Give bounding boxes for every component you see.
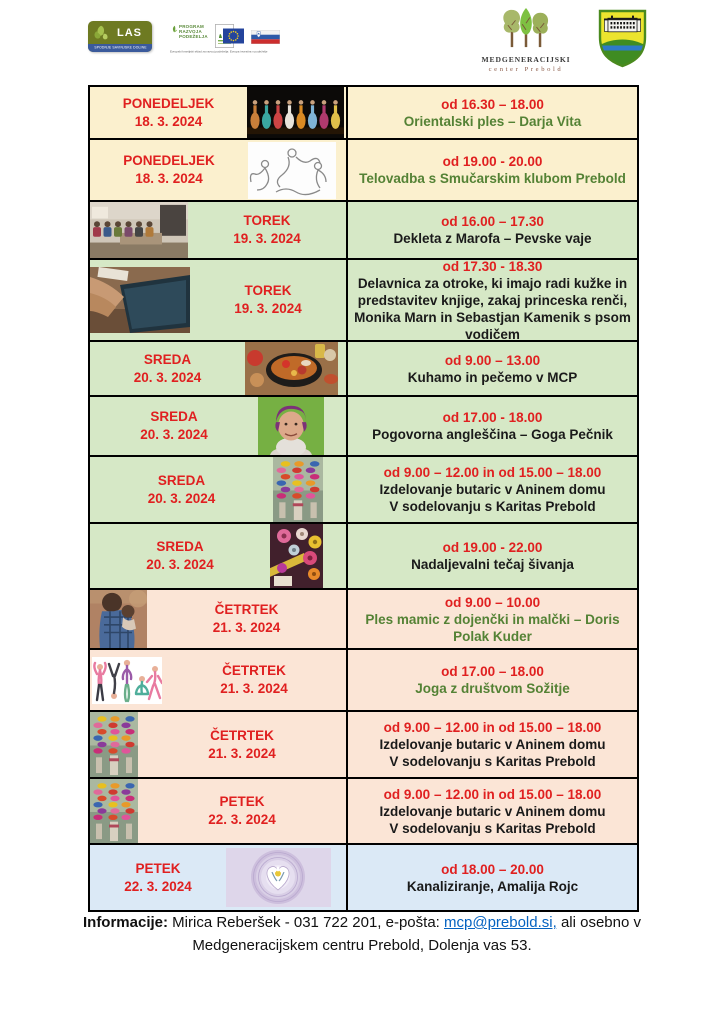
event-description: Izdelovanje butaric v Aninem domu [379,737,606,752]
day-date: 20. 3. 2024 [140,427,208,442]
day-date: 22. 3. 2024 [208,812,276,827]
gymnastics-sketch [248,142,336,199]
prp-caption: Evropski kmetijski sklad za razvoj podeželja: Evropa investira v podeželje [170,50,268,54]
day-date: 19. 3. 2024 [234,301,302,316]
day-name: ČETRTEK [222,663,286,678]
day-label [90,95,247,131]
cooking-photo [245,342,338,395]
event-description: Izdelovanje butaric v Aninem domu [379,482,606,497]
day-name: PETEK [219,794,265,809]
event-cell [348,87,637,138]
event-description: V sodelovanju s Karitas Prebold [389,499,596,514]
schedule-row [90,457,637,524]
slovenia-flag-icon [251,30,280,44]
day-name: SREDA [157,472,206,488]
event-time: od 9.00 – 12.00 in od 15.00 – 18.00 [383,465,602,480]
las-logo [88,21,152,52]
event-cell [348,712,637,777]
day-cell [90,140,348,200]
las-label: LAS [117,26,142,39]
event-cell [348,845,637,910]
event-description: Orientalski ples – Darja Vita [403,113,582,129]
day-name: TOREK [243,213,291,228]
schedule-row [90,845,637,910]
mcp-subtitle: center Prebold [488,66,564,73]
day-cell [90,590,348,648]
day-cell [90,779,348,843]
event-description: Nadaljevalni tečaj šivanja [411,557,574,572]
day-name: PETEK [135,860,181,876]
day-date: 21. 3. 2024 [220,681,288,696]
day-label [90,538,270,574]
schedule-row [90,342,637,397]
event-cell [348,260,637,340]
day-label [90,472,273,508]
day-name: SREDA [143,351,192,367]
oriental-dance-photo [247,87,344,138]
event-description: V sodelovanju s Karitas Prebold [389,820,596,836]
event-cell [348,342,637,395]
butarice-photo [273,457,323,522]
event-cell [348,140,637,200]
day-label [90,351,245,387]
day-cell [90,650,348,710]
schedule-row [90,397,637,457]
schedule-row [90,260,637,342]
schedule-row [90,712,637,779]
day-cell [90,342,348,395]
schedule-row [90,779,637,845]
prp-sprig-icon [170,25,178,33]
schedule-row [90,650,637,712]
mcp-trees-icon [498,7,554,49]
day-date: 19. 3. 2024 [233,231,301,246]
day-cell [90,712,348,777]
event-time: od 16.00 – 17.30 [441,214,544,229]
event-time: od 18.00 – 20.00 [441,861,544,877]
day-date: 22. 3. 2024 [124,878,192,894]
sewing-photo [270,524,323,588]
portrait-photo [258,397,324,455]
schedule-table [88,85,639,912]
schedule-row [90,202,637,260]
day-date: 20. 3. 2024 [146,557,214,572]
event-cell [348,650,637,710]
footer-label: Informacije: [82,914,169,931]
event-description: Kuhamo in pečemo v MCP [407,369,578,385]
mandala-heart-photo [226,848,331,907]
event-description: Delavnica za otroke, ki imajo radi kužke in predstavitev knjige, zakaj princeska renči, Monika Marn in Sebastjan Kamenik s psom vodičem [354,275,631,342]
yoga-illustration [92,657,162,704]
choir-room-photo [90,202,188,258]
day-label [162,662,346,698]
event-time: od 17.00 - 18.00 [442,410,543,425]
schedule-row [90,140,637,202]
event-description: Izdelovanje butaric v Aninem domu [379,803,606,819]
event-time: od 16.30 – 18.00 [441,96,544,112]
event-time: od 9.00 – 12.00 in od 15.00 – 18.00 [383,720,602,735]
event-cell [348,397,637,455]
day-label [190,282,346,318]
mother-baby-photo [90,590,147,648]
day-label [90,860,226,896]
event-description: Telovadba s Smučarskim klubom Prebold [359,171,626,186]
day-label [138,727,346,763]
day-date: 20. 3. 2024 [133,369,202,385]
event-cell [348,590,637,648]
prp-title: PROGRAM RAZVOJA PODEŽELJA [179,24,208,39]
event-description: Pogovorna angleščina – Goga Pečnik [372,427,613,442]
event-cell [348,779,637,843]
event-description: V sodelovanju s Karitas Prebold [389,754,596,769]
event-cell [348,202,637,258]
day-cell [90,457,348,522]
event-description: Ples mamic z dojenčki in malčki – Doris Polak Kuder [365,611,620,644]
day-name: TOREK [244,283,292,298]
mcp-logo [478,7,574,73]
event-cell [348,524,637,588]
footer-info [0,911,724,957]
day-cell [90,524,348,588]
day-cell [90,87,348,138]
day-label [147,601,346,637]
day-date: 21. 3. 2024 [212,620,281,635]
las-leaf-icon [92,24,110,42]
day-name: SREDA [156,539,204,554]
day-date: 18. 3. 2024 [134,113,203,129]
day-date: 20. 3. 2024 [147,490,216,506]
event-time: od 17.00 – 18.00 [441,664,544,679]
day-cell [90,202,348,258]
coat-of-arms-icon [597,9,648,68]
logo-bar [0,0,724,84]
event-description: Joga z društvom Sožitje [415,681,570,696]
day-name: PONEDELJEK [123,153,215,168]
day-cell [90,845,348,910]
day-name: PONEDELJEK [122,95,215,111]
event-time: od 17.30 - 18.30 [442,258,543,274]
day-label [90,408,258,444]
schedule-row [90,87,637,140]
day-name: SREDA [150,409,198,424]
event-time: od 19.00 - 22.00 [442,540,543,555]
schedule-row [90,524,637,590]
las-sublabel: SPODNJE SAVINJSKE DOLINE [88,44,152,52]
butarice-photo [90,712,138,777]
day-label [90,152,248,188]
craft-workshop-photo [90,267,190,333]
day-name: ČETRTEK [210,727,274,743]
event-description: Dekleta z Marofa – Pevske vaje [393,231,592,246]
eu-flag-icon [223,28,244,44]
butarice-photo [90,779,138,843]
day-date: 18. 3. 2024 [135,171,203,186]
mcp-title: MEDGENERACIJSKI [481,55,571,64]
event-time: od 19.00 - 20.00 [442,154,543,169]
day-label [188,212,346,248]
event-time: od 9.00 – 10.00 [444,594,541,610]
day-cell [90,397,348,455]
footer-line1: Informacije: Mirica Reberšek - 031 722 201, e-pošta: mcp@prebold.si, ali osebno v [82,914,642,931]
day-name: ČETRTEK [214,602,279,617]
event-cell [348,457,637,522]
day-date: 21. 3. 2024 [208,745,276,761]
event-time: od 9.00 – 13.00 [444,352,541,368]
day-cell [90,260,348,340]
event-time: od 9.00 – 12.00 in od 15.00 – 18.00 [383,786,602,802]
day-label [138,793,346,829]
event-description: Kanaliziranje, Amalija Rojc [406,878,579,894]
email-link[interactable]: mcp@prebold.si, [444,914,557,931]
schedule-row [90,590,637,650]
footer-line2: Medgeneracijskem centru Prebold, Dolenja vas 53. [192,937,532,954]
